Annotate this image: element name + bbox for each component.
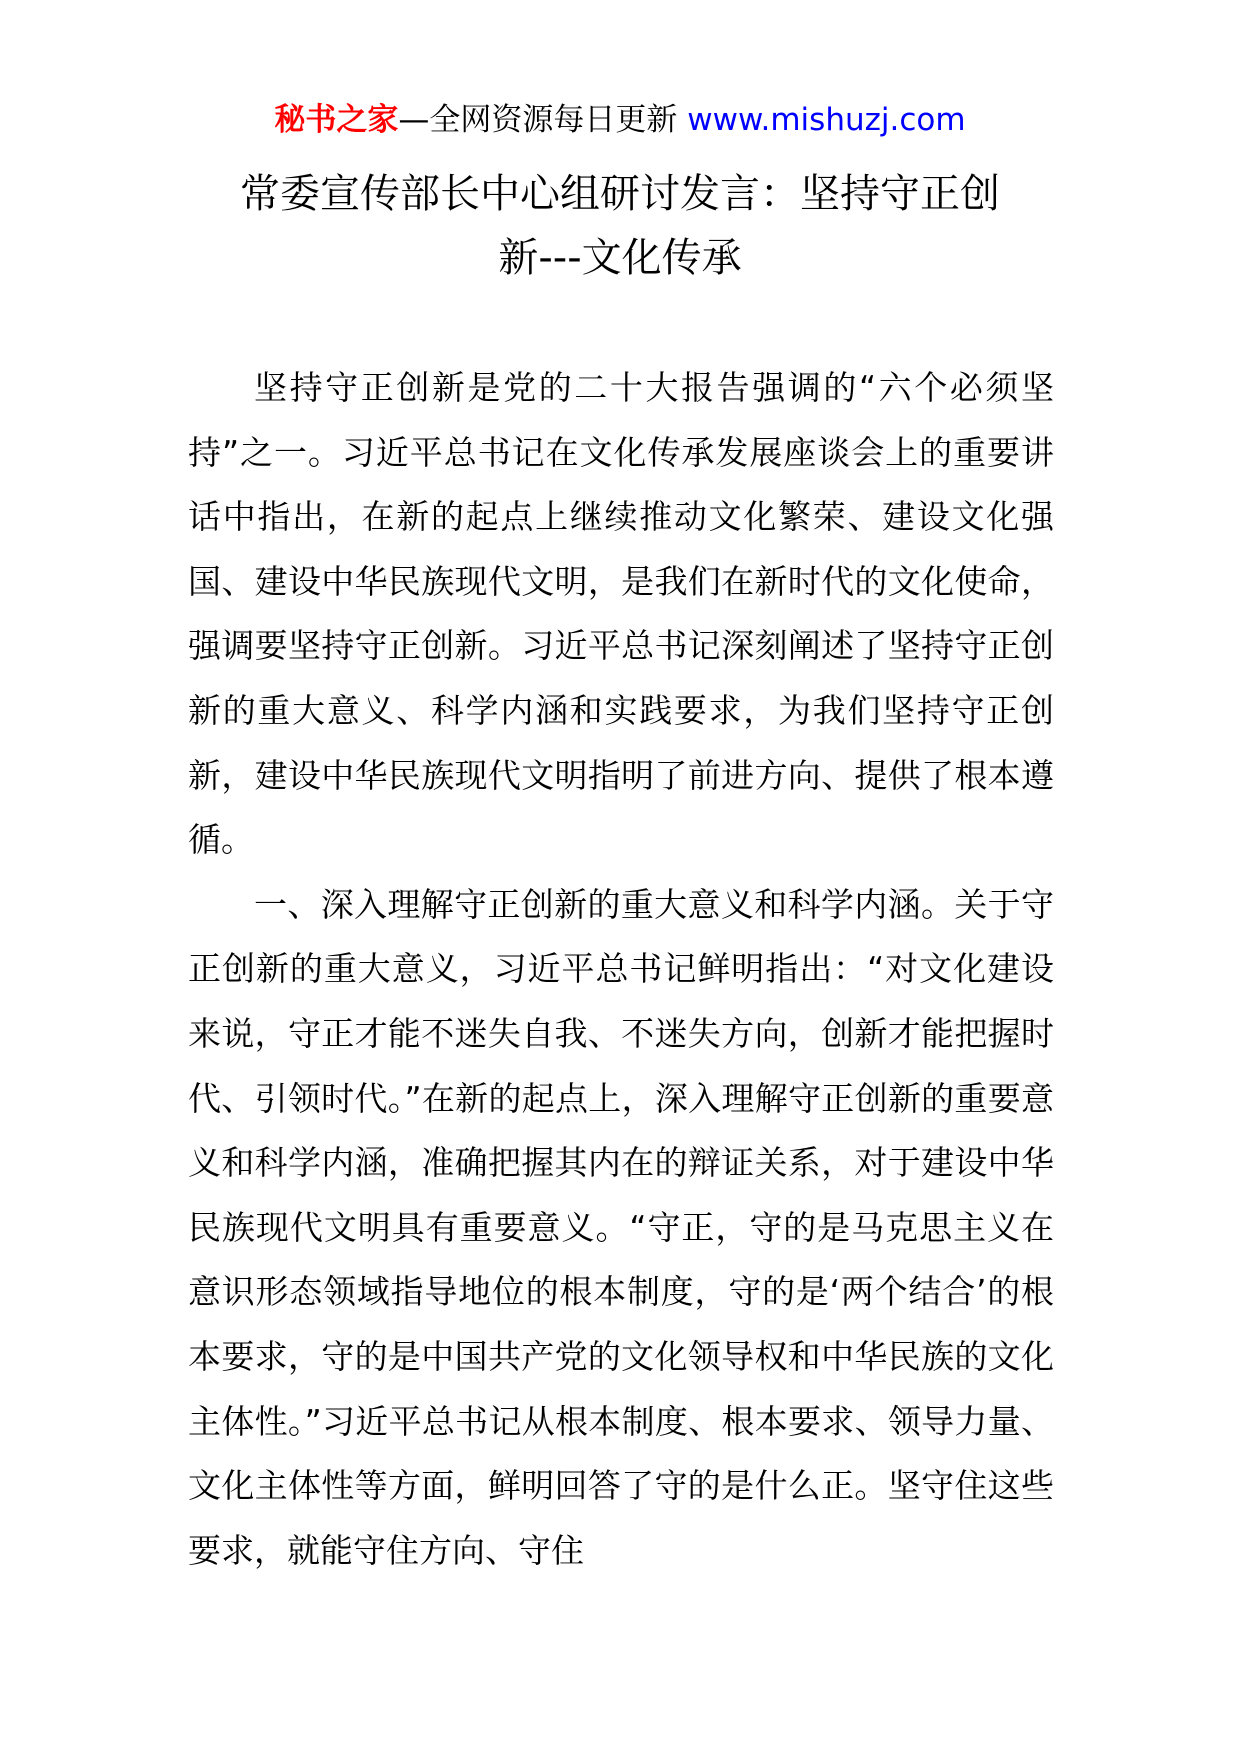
site-url[interactable]: www.mishuzj.com — [687, 102, 966, 138]
title-line-1: 常委宣传部长中心组研讨发言：坚持守正创 — [240, 171, 1000, 217]
site-tagline: —全网资源每日更新 — [398, 102, 688, 138]
paragraph: 一、深入理解守正创新的重大意义和科学内涵。关于守正创新的重大意义，习近平总书记鲜明指出：“对文化建设来说，守正才能不迷失自我、不迷失方向，创新才能把握时代、引领时代。”在新的起点上，深入理解守正创新的重要意义和科学内涵，准确把握其内在的辩证关系，对于建设中华民族现代文明具有重要意义。“守正，守的是马克思主义在意识形态领域指导地位的根本制度，守的是‘两个结合’的根本要求，守的是中国共产党的文化领导权和中华民族的文化主体性。”习近平总书记从根本制度、根本要求、领导力量、文化主体性等方面，鲜明回答了守的是什么正。坚守住这些要求，就能守住方向、守住 — [188, 884, 1054, 1570]
document-title — [180, 162, 1060, 290]
site-brand: 秘书之家 — [274, 102, 399, 138]
title-line-2: 新---文化传承 — [498, 235, 742, 281]
document-body — [188, 356, 1054, 1583]
site-header — [0, 100, 1240, 140]
paragraph: 坚持守正创新是党的二十大报告强调的“六个必须坚持”之一。习近平总书记在文化传承发展座谈会上的重要讲话中指出，在新的起点上继续推动文化繁荣、建设文化强国、建设中华民族现代文明，是我们在新时代的文化使命，强调要坚持守正创新。习近平总书记深刻阐述了坚持守正创新的重大意义、科学内涵和实践要求，为我们坚持守正创新，建设中华民族现代文明指明了前进方向、提供了根本遵循。 — [188, 368, 1054, 860]
